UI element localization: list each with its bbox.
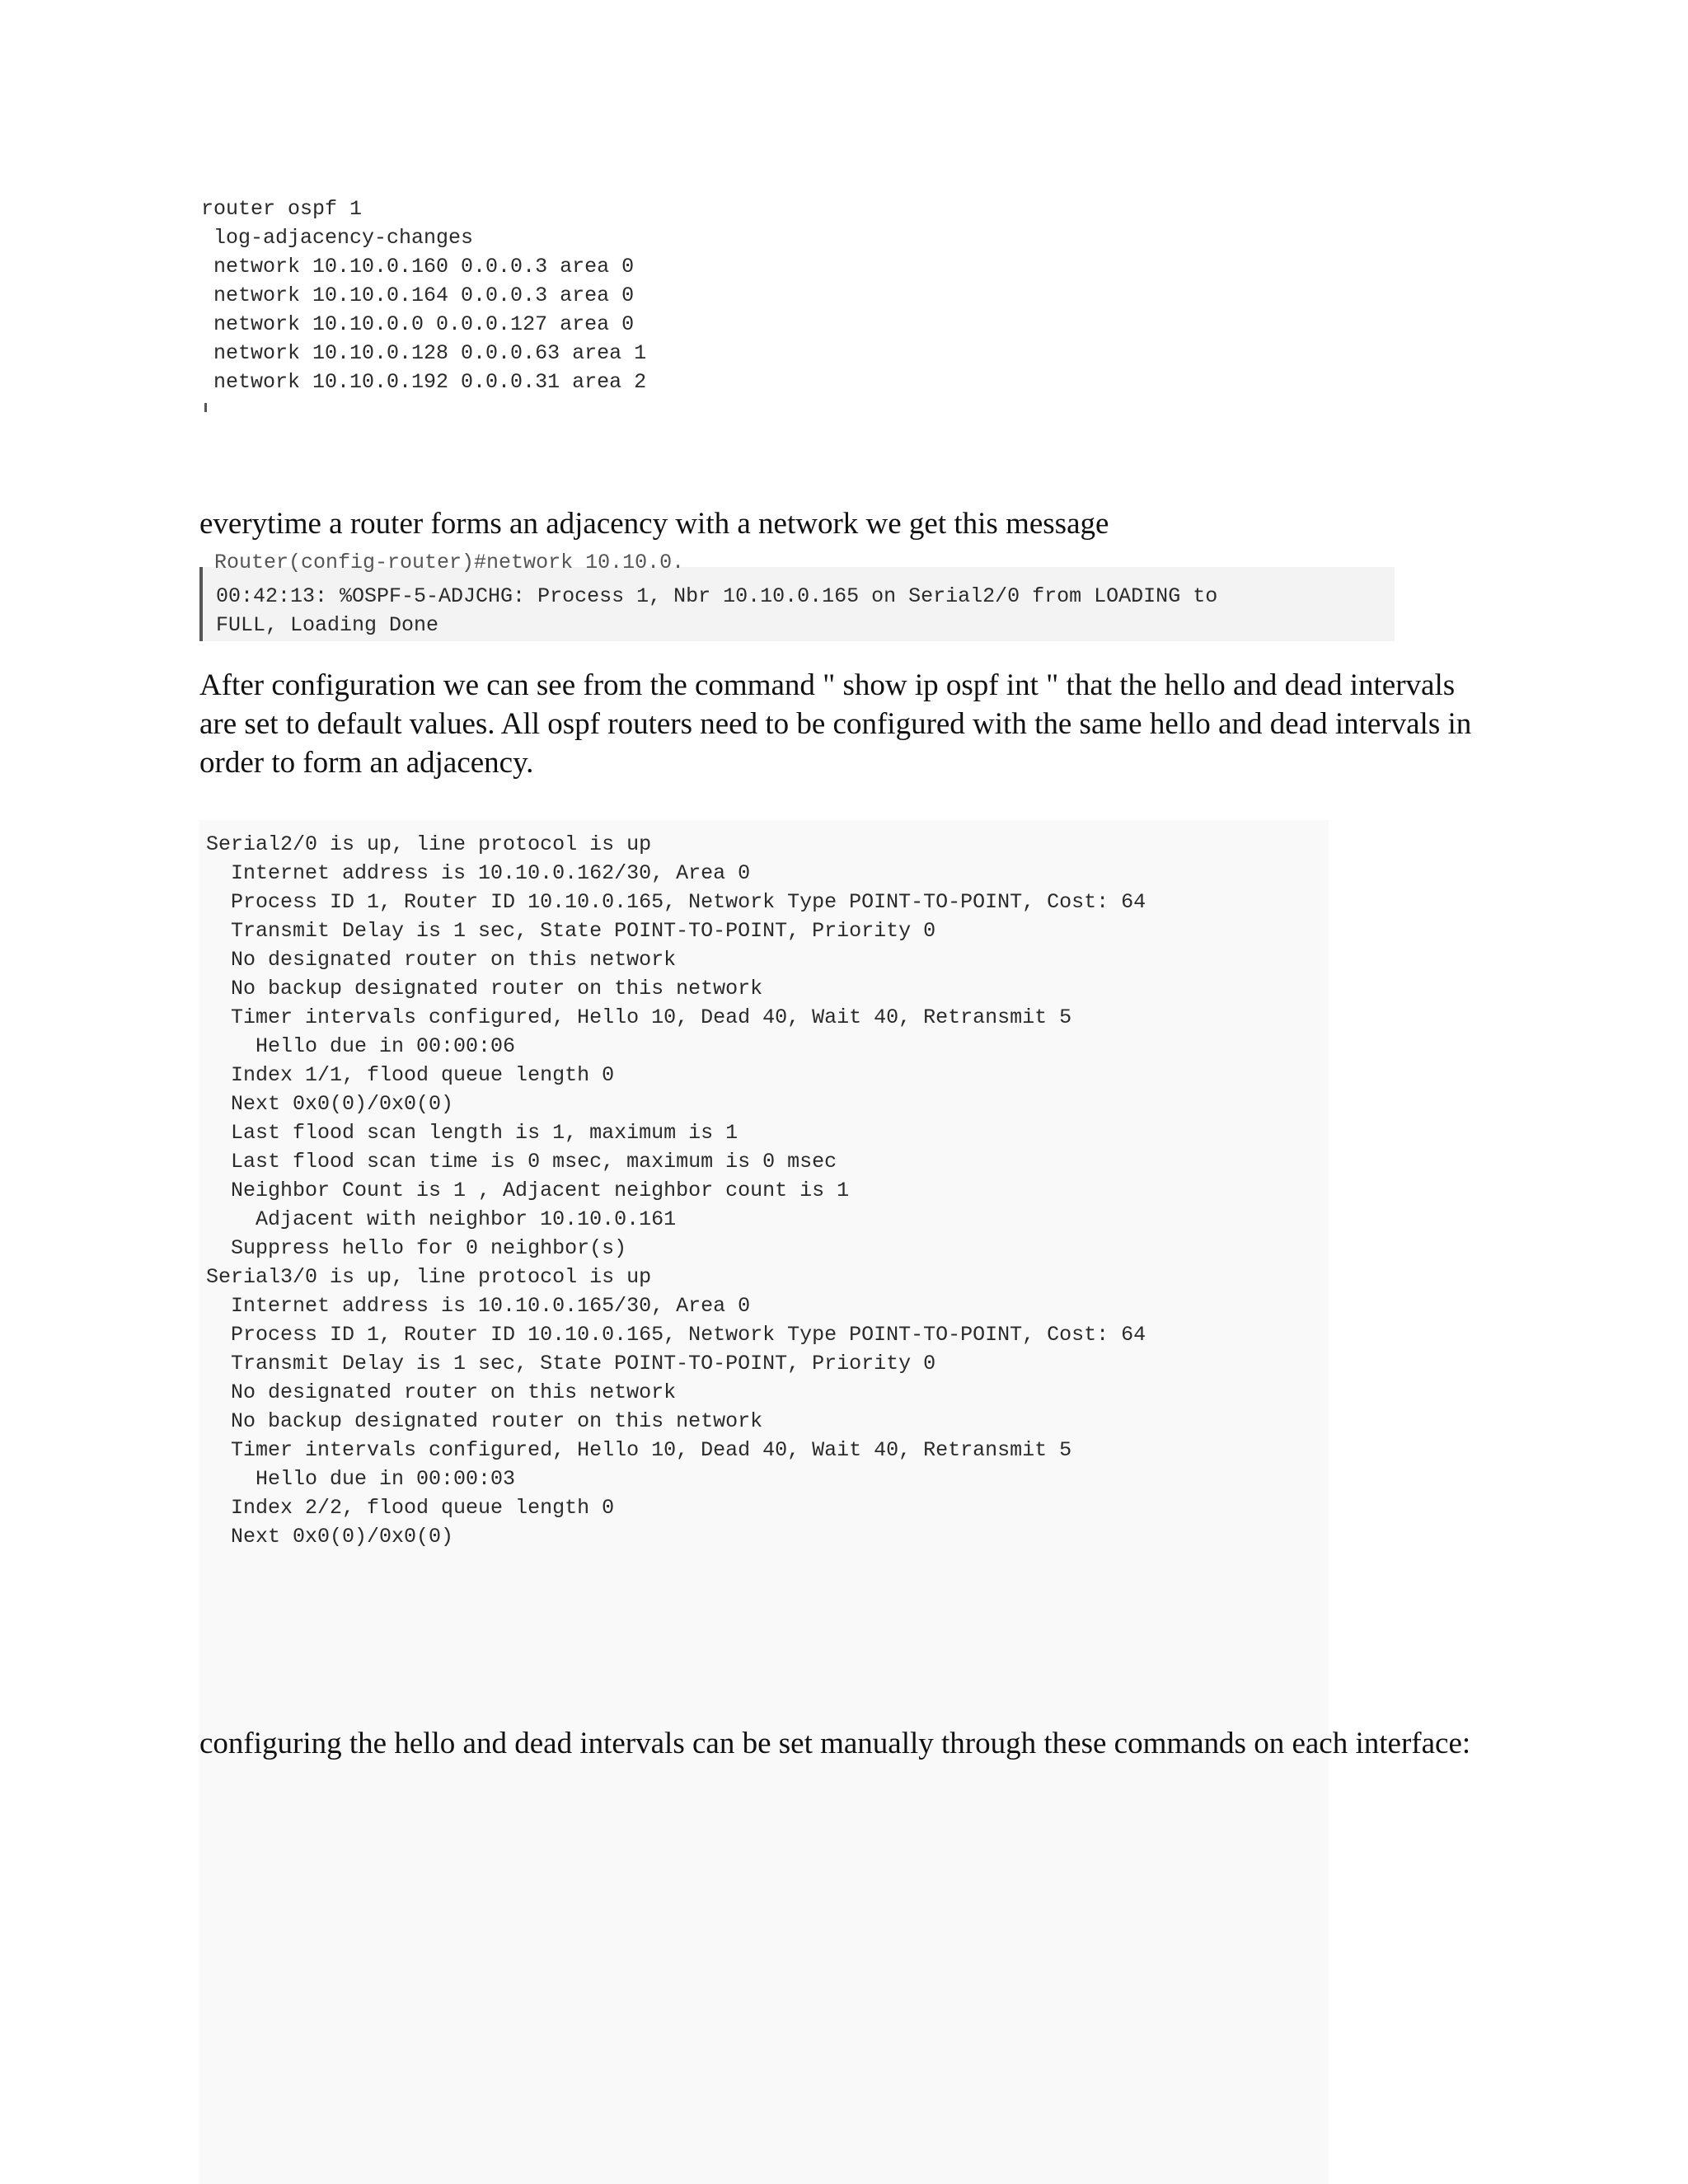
paragraph-adjacency-message: everytime a router forms an adjacency with a network we get this message (199, 507, 1109, 541)
adjacency-log-text: 00:42:13: %OSPF-5-ADJCHG: Process 1, Nbr 10.10.0.165 on Serial2/0 from LOADING to FULL, Loading Done (216, 584, 1218, 637)
ospf-config-code-block: router ospf 1 log-adjacency-changes network 10.10.0.160 0.0.0.3 area 0 network 10.10.0.164 0.0.0.3 area 0 network 10.10.0.0 0.0.0.127 area 0 network 10.10.0.128 0.0.0.63 area 1 network 10.10.0.192 0.0.0.31 area 2 (201, 197, 647, 394)
show-ip-ospf-int-output-box (199, 820, 1329, 2184)
log-cut-off-line (214, 551, 940, 574)
adjacency-log-box (199, 551, 1395, 641)
paragraph-after-configuration: After configuration we can see from the command " show ip ospf int " that the hello and dead intervals are set to default values. All ospf routers need to be configured with the same hello and dead intervals in order to form an adjacency. (199, 668, 1472, 780)
log-cut-off-text: Router(config-router)#network 10.10.0. (214, 551, 685, 574)
show-ip-ospf-int-output-text: Serial2/0 is up, line protocol is up Internet address is 10.10.0.162/30, Area 0 Process ID 1, Router ID 10.10.0.165, Network Type POINT-TO-POINT, Cost: 64 Transmit Delay is 1 sec, State POINT-TO-POINT, Priority 0 No designated router on this network No backup designated router on this network Timer intervals configured, Hello 10, Dead 40, Wait 40, Retransmit 5 Hello due in 00:00:06 Index 1/1, flood queue length 0 Next 0x0(0)/0x0(0) Last flood scan length is 1, maximum is 1 Last flood scan time is 0 msec, maximum is 0 msec Neighbor Count is 1 , Adjacent neighbor count is 1 Adjacent with neighbor 10.10.0.161 Suppress hello for 0 neighbor(s) Serial3/0 is up, line protocol is up Internet address is 10.10.0.165/30, Area 0 Process ID 1, Router ID 10.10.0.165, Network Type POINT-TO-POINT, Cost: 64 Transmit Delay is 1 sec, State POINT-TO-POINT, Priority 0 No designated router on this network No backup designated router on this network Timer intervals configured, Hello 10, Dead 40, Wait 40, Retransmit 5 Hello due in 00:00:03 Index 2/2, flood queue length 0 Next 0x0(0)/0x0(0) (206, 832, 1146, 1549)
paragraph-configuring-intervals: configuring the hello and dead intervals can be set manually through these commands on each interface: (199, 1727, 1471, 1760)
config-end-tick (204, 403, 207, 412)
